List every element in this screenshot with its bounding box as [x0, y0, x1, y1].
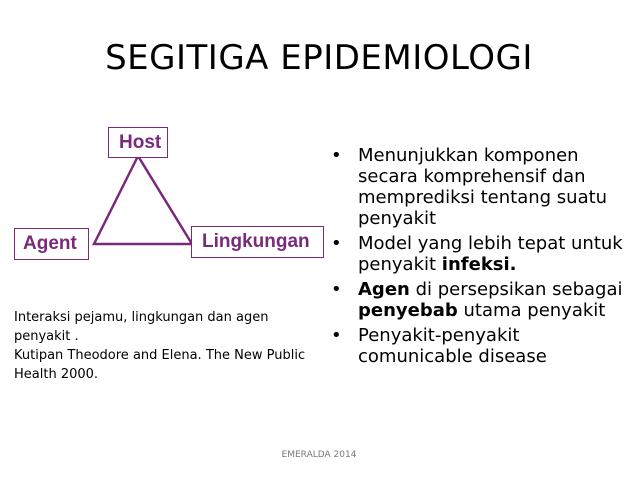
agent-node	[14, 228, 89, 260]
bullet-dot: •	[331, 279, 342, 300]
bullet-list	[329, 145, 629, 371]
host-node	[108, 127, 168, 158]
bullet-emphasis: Agen	[358, 279, 410, 300]
agent-label: Agent	[23, 233, 77, 254]
epidemiology-triangle	[88, 150, 198, 250]
bullet-dot: •	[331, 325, 342, 346]
bullet-item	[329, 325, 629, 367]
bullet-dot: •	[331, 233, 342, 254]
caption-line: penyakit .	[14, 329, 79, 344]
bullet-item	[329, 279, 629, 321]
caption-line: Kutipan Theodore and Elena. The New Public	[14, 348, 306, 363]
bullet-emphasis: penyebab	[358, 300, 458, 321]
bullet-item	[329, 145, 629, 229]
bullet-text: di persepsikan sebagai	[409, 279, 623, 300]
bullet-emphasis: infeksi.	[441, 254, 517, 275]
slide-footer: EMERALDA 2014	[281, 450, 357, 460]
bullet-text: Menunjukkan komponen secara komprehensif dan memprediksi tentang suatu penyakit	[358, 145, 608, 229]
bullet-text: Model yang lebih tepat untuk penyakit	[358, 233, 623, 275]
environment-label: Lingkungan	[202, 231, 310, 252]
bullet-text: utama penyakit	[457, 300, 606, 321]
caption-line: Health 2000.	[14, 367, 99, 382]
triangle-edges	[94, 156, 192, 244]
slide-title: SEGITIGA EPIDEMIOLOGI	[105, 38, 533, 78]
bullet-text: Penyakit-penyakit comunicable disease	[358, 325, 547, 367]
environment-node	[191, 226, 324, 258]
bullet-dot: •	[331, 145, 342, 166]
caption-line: Interaksi pejamu, lingkungan dan agen	[14, 310, 269, 325]
bullet-item	[329, 233, 629, 275]
host-label: Host	[119, 131, 162, 153]
diagram-caption	[14, 308, 314, 384]
